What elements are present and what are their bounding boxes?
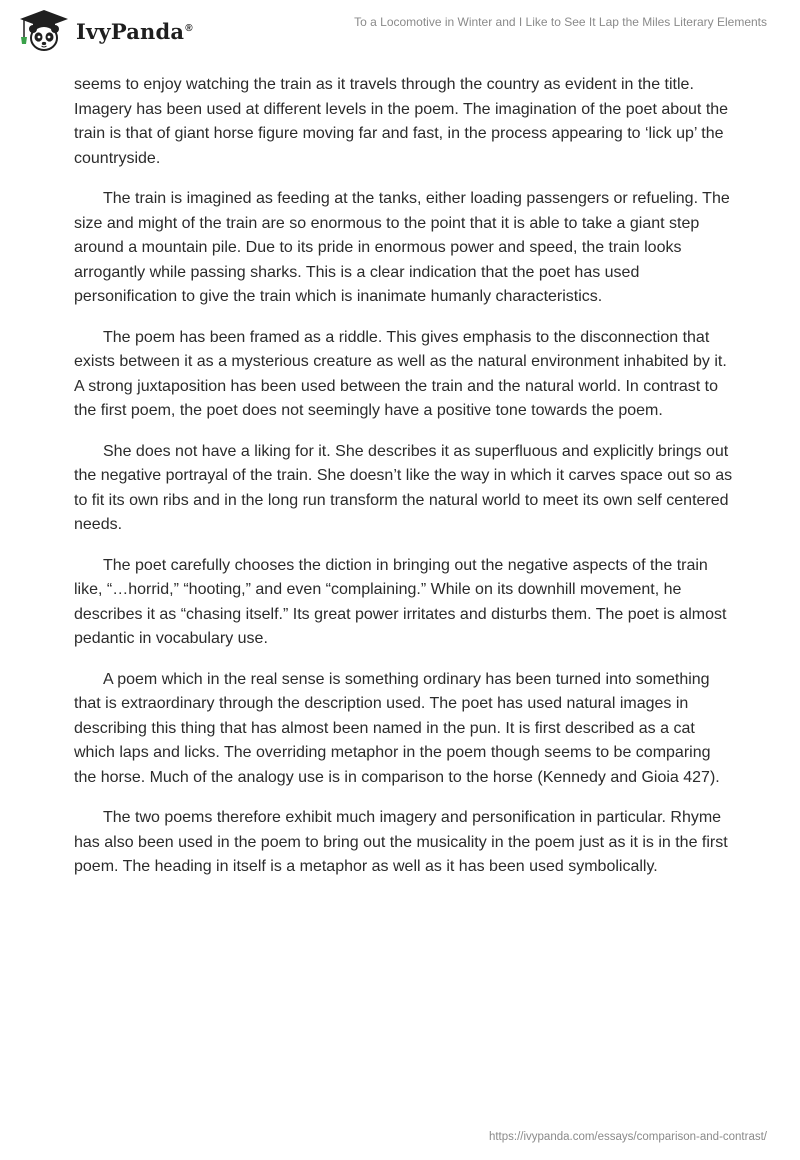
page-header (0, 0, 800, 70)
ivypanda-logo[interactable] (16, 8, 193, 54)
paragraph: The two poems therefore exhibit much imagery and personification in particular. Rhyme has also been used in the poem to bring out the musicality in the poem just as it is in the first poem. The heading in itself is a metaphor as well as it has been used symbolically. (74, 809, 728, 875)
paragraph: The poem has been framed as a riddle. This gives emphasis to the disconnection that exists between it as a mysterious creature as well as the natural environment inhabited by it. A strong juxtaposition has been used between the train and the natural world. In contrast to the first poem, the poet does not seemingly have a positive tone towards the poem. (74, 328, 727, 419)
essay-body (74, 73, 734, 896)
paragraph: A poem which in the real sense is something ordinary has been turned into something that is extraordinary through the description used. The poet has used natural images in describing this thing that has almost been named in the pun. It is first described as a cat which laps and licks. The overriding metaphor in the poem though seems to be comparing the horse. Much of the analogy use is in comparison to the horse (Kennedy and Gioia 427). (74, 670, 720, 786)
paragraph: The train is imagined as feeding at the tanks, either loading passengers or refueling. The size and might of the train are so enormous to the point that it is able to take a giant step around a mountain pile. Due to its pride in enormous power and speed, the train looks arrogantly while passing sharks. This is a clear indication that the poet has used personification to give the train which is inanimate humanly characteristics. (74, 190, 730, 305)
registered-mark: ® (185, 22, 193, 34)
document-title: To a Locomotive in Winter and I Like to See It Lap the Miles Literary Elements (354, 15, 767, 29)
logo-wordmark (76, 19, 193, 44)
logo-text: IvyPanda (76, 18, 185, 44)
paragraph: seems to enjoy watching the train as it travels through the country as evident in the title. Imagery has been used at different levels in the poem. The imagination of the poet about the train is that of giant horse figure moving far and fast, in the process appearing to ‘lick up’ the countryside. (74, 76, 729, 167)
source-url[interactable]: https://ivypanda.com/essays/comparison-and-contrast/ (488, 1131, 767, 1143)
paragraph: She does not have a liking for it. She describes it as superfluous and explicitly brings out the negative portrayal of the train. She doesn’t like the way in which it carves space out so as to fit its own ribs and in the long run transform the natural world to meet its own self centered needs. (74, 442, 733, 533)
panda-graduate-icon (16, 8, 72, 54)
paragraph: The poet carefully chooses the diction in bringing out the negative aspects of the train like, “…horrid,” “hooting,” and even “complaining.” While on its downhill movement, he describes it as “chasing itself.” Its great power irritates and disturbs them. The poet is almost pedantic in vocabulary use. (74, 556, 727, 647)
